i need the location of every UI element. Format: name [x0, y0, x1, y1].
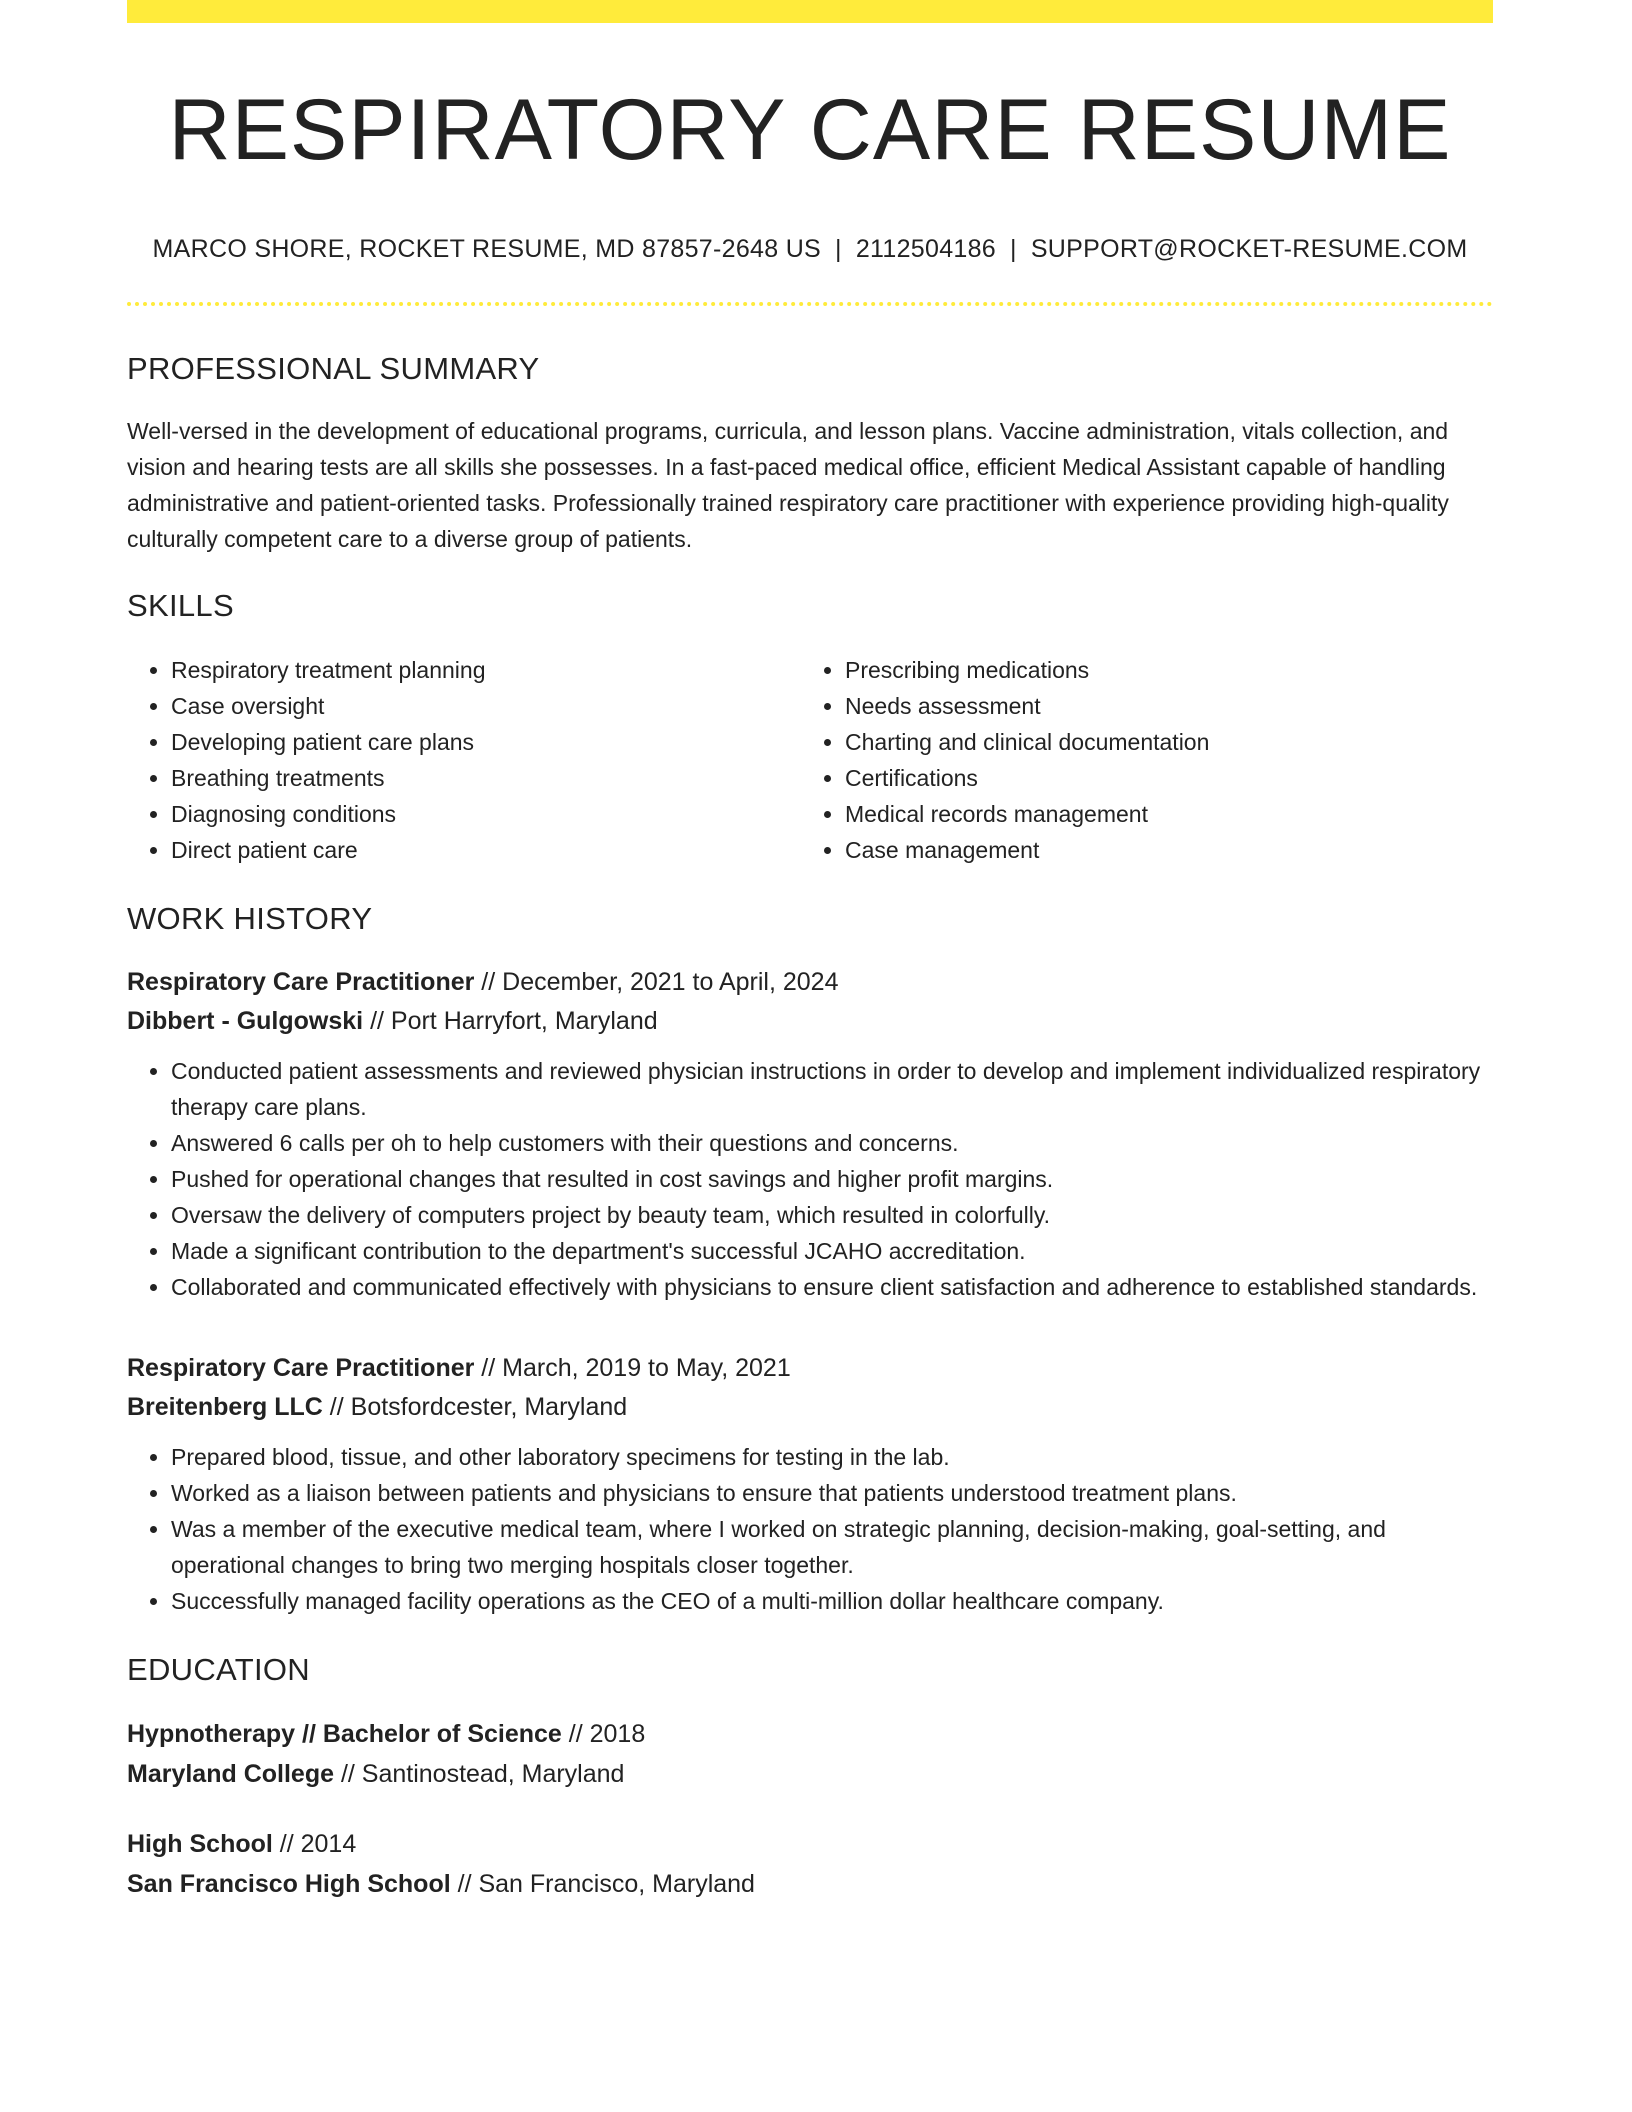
skills-column-left	[127, 652, 801, 868]
job-company-line	[127, 1388, 1493, 1427]
job-dates: // December, 2021 to April, 2024	[474, 968, 839, 997]
job-location: // Botsfordcester, Maryland	[322, 1393, 628, 1422]
summary-heading: PROFESSIONAL SUMMARY	[127, 350, 540, 386]
education-location: // Santinostead, Maryland	[334, 1760, 625, 1789]
job-bullet: • Answered 6 calls per oh to help customers with their questions and concerns.	[171, 1125, 1493, 1161]
job-bullets	[127, 1053, 1493, 1305]
job-title: Respiratory Care Practitioner	[127, 1354, 475, 1383]
skill-item: • Breathing treatments	[171, 760, 801, 796]
contact-address: MARCO SHORE, ROCKET RESUME, MD 87857-2648 US	[152, 234, 822, 263]
resume-title: RESPIRATORY CARE RESUME	[168, 82, 1452, 178]
skill-item: • Diagnosing conditions	[171, 796, 801, 832]
skill-item: • Charting and clinical documentation	[845, 724, 1485, 760]
skills-list	[127, 652, 1493, 868]
summary-text: Well-versed in the development of educational programs, curricula, and lesson plans. Vaccine administration, vitals collection, and vision and hearing tests are all skills she possesses. In a fast-paced medical office, efficient Medical Assistant capable of handling administrative and patient-oriented tasks. Professionally trained respiratory care practitioner with experience providing high-quality culturally competent care to a diverse group of patients.	[127, 417, 1449, 552]
education-degree: Hypnotherapy // Bachelor of Science	[127, 1720, 562, 1749]
education-school: Maryland College	[127, 1760, 334, 1789]
skill-item: • Needs assessment	[845, 688, 1485, 724]
job-entry	[127, 963, 1493, 1305]
job-bullets	[127, 1439, 1493, 1619]
skill-item: • Certifications	[845, 760, 1485, 796]
job-company-line	[127, 1002, 1493, 1041]
job-dates: // March, 2019 to May, 2021	[474, 1354, 791, 1383]
job-bullet: • Prepared blood, tissue, and other laboratory specimens for testing in the lab.	[171, 1439, 1493, 1475]
education-degree-line	[127, 1714, 1493, 1754]
job-bullet: • Was a member of the executive medical team, where I worked on strategic planning, decision-making, goal-setting, and operational changes to bring two merging hospitals closer together.	[171, 1511, 1493, 1583]
skill-item: • Direct patient care	[171, 832, 801, 868]
job-company: Dibbert - Gulgowski	[127, 1007, 364, 1036]
skills-heading: SKILLS	[127, 587, 234, 623]
job-bullet: • Oversaw the delivery of computers project by beauty team, which resulted in colorfully.	[171, 1197, 1493, 1233]
education-degree-line	[127, 1824, 1493, 1864]
education-entry	[127, 1824, 1493, 1904]
skills-column-right	[801, 652, 1485, 868]
job-entry	[127, 1349, 1493, 1619]
job-bullet: • Conducted patient assessments and reviewed physician instructions in order to develop and implement individualized respiratory therapy care plans.	[171, 1053, 1493, 1125]
education-entry	[127, 1714, 1493, 1794]
contact-separator: |	[835, 234, 842, 263]
job-title: Respiratory Care Practitioner	[127, 968, 475, 997]
job-bullet: • Worked as a liaison between patients and physicians to ensure that patients understood treatment plans.	[171, 1475, 1493, 1511]
job-bullet: • Collaborated and communicated effectively with physicians to ensure client satisfaction and adherence to established standards.	[171, 1269, 1493, 1305]
job-bullet: • Made a significant contribution to the department's successful JCAHO accreditation.	[171, 1233, 1493, 1269]
job-company: Breitenberg LLC	[127, 1393, 323, 1422]
skill-item: • Developing patient care plans	[171, 724, 801, 760]
education-heading: EDUCATION	[127, 1652, 310, 1688]
education-school-line	[127, 1864, 1493, 1904]
skill-item: • Case management	[845, 832, 1485, 868]
work-history-heading: WORK HISTORY	[127, 900, 373, 936]
education-school: San Francisco High School	[127, 1870, 451, 1899]
job-bullet: • Successfully managed facility operations as the CEO of a multi-million dollar healthcare company.	[171, 1583, 1493, 1619]
contact-phone: 2112504186	[855, 234, 997, 263]
skill-item: • Medical records management	[845, 796, 1485, 832]
accent-top-bar	[127, 0, 1493, 23]
education-degree: High School	[127, 1830, 273, 1859]
education-location: // San Francisco, Maryland	[450, 1870, 755, 1899]
resume-page	[127, 0, 1493, 1904]
job-location: // Port Harryfort, Maryland	[363, 1007, 658, 1036]
skill-item: • Prescribing medications	[845, 652, 1485, 688]
skill-item: • Respiratory treatment planning	[171, 652, 801, 688]
contact-line	[127, 234, 1493, 264]
dotted-divider	[127, 302, 1493, 306]
education-year: // 2014	[272, 1830, 357, 1859]
contact-separator: |	[1010, 234, 1017, 263]
job-title-line	[127, 963, 1493, 1002]
education-year: // 2018	[561, 1720, 646, 1749]
contact-email: SUPPORT@ROCKET-RESUME.COM	[1030, 234, 1468, 263]
skill-item: • Case oversight	[171, 688, 801, 724]
education-school-line	[127, 1754, 1493, 1794]
job-title-line	[127, 1349, 1493, 1388]
job-bullet: • Pushed for operational changes that resulted in cost savings and higher profit margins.	[171, 1161, 1493, 1197]
